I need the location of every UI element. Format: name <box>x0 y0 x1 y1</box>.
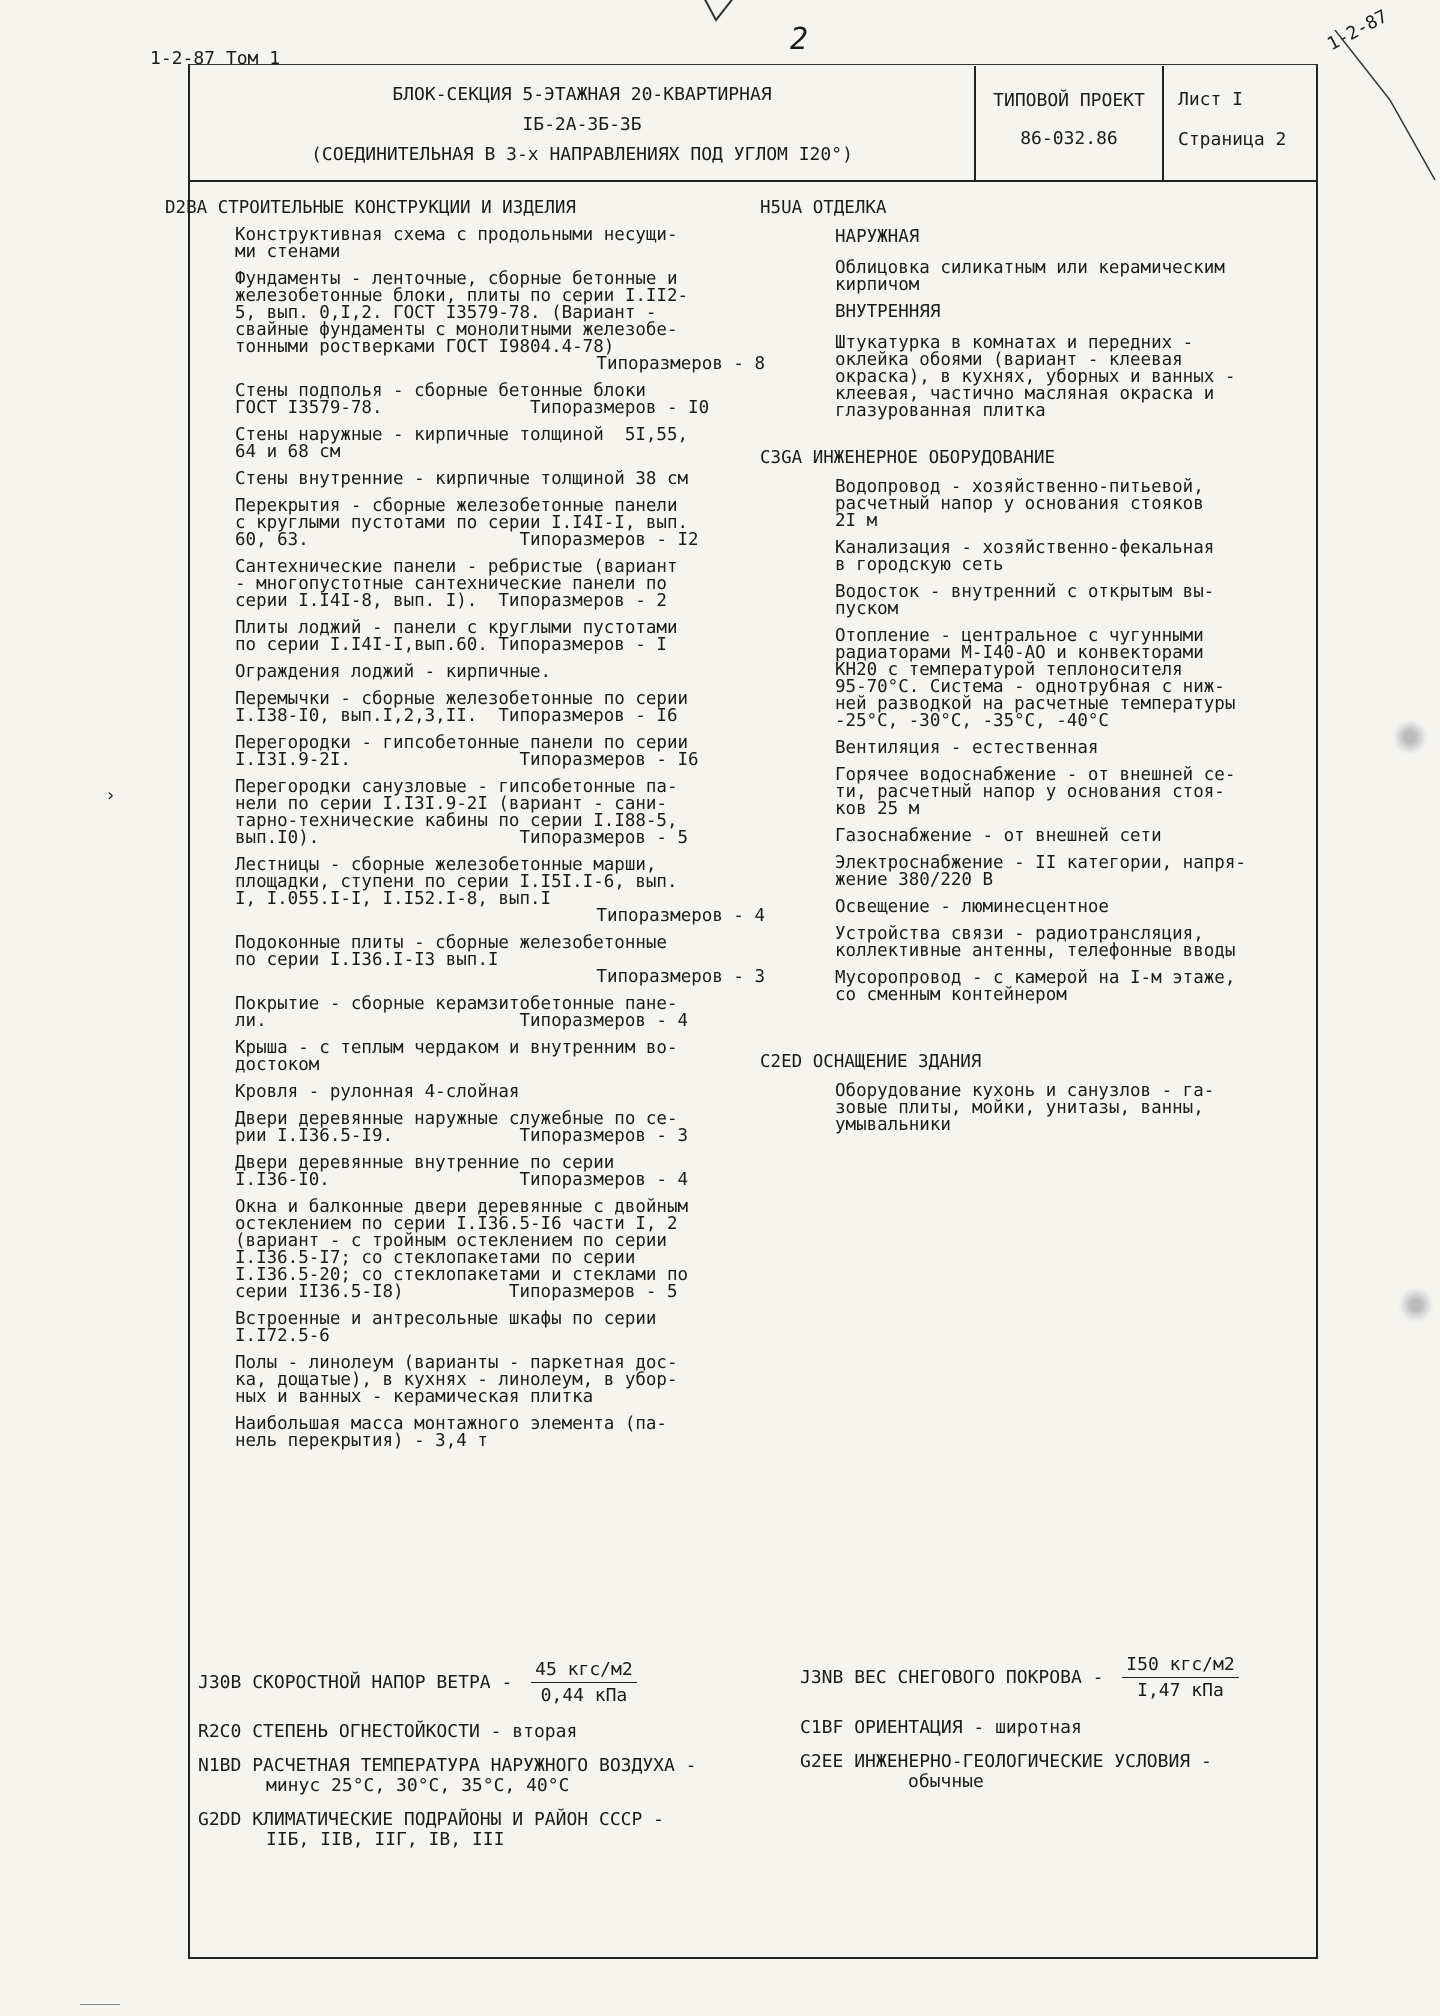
construction-item <box>235 271 805 373</box>
snow-load <box>800 1655 1239 1701</box>
equipment-item: Водопровод - хозяйственно-питьевой, расчетный напор у основания стояков 2I м <box>835 477 1204 531</box>
param-code: J3NB <box>800 1667 844 1688</box>
construction-item <box>235 1311 805 1345</box>
equipment-item: Горячее водоснабжение - от внешней се- ти, расчетный напор у основания стоя- ков 25 м <box>835 765 1236 819</box>
item-text: Лестницы - сборные железобетонные марши, площадки, ступени по серии I.I5I.I-6, вып. I, I.055.I-I, I.I52.I-8, вып.I <box>235 855 678 909</box>
construction-item <box>235 427 805 461</box>
climate-regions <box>198 1810 664 1850</box>
item-text: Стены наружные - кирпичные толщиной 5I,55, 64 и 68 см <box>235 425 689 462</box>
param-code: N1BD <box>198 1755 242 1776</box>
param-code: C1BF <box>800 1717 844 1738</box>
corner-fold-line <box>1330 30 1440 180</box>
fraction-denominator: 0,44 кПа <box>540 1685 628 1706</box>
construction-item <box>235 1355 805 1406</box>
header-project-cell <box>976 66 1164 182</box>
equipment-item: Водосток - внутренний с открытым вы- пуском <box>835 582 1215 619</box>
wind-fraction <box>531 1660 637 1706</box>
item-text: Кровля - рулонная 4-слойная <box>235 1082 520 1102</box>
section-heading <box>760 1054 1315 1071</box>
item-text: Стены подполья - сборные бетонные блоки ГОСТ I3579-78. Типоразмеров - I0 <box>235 381 710 418</box>
fire-resistance <box>198 1722 577 1742</box>
title-line: IБ-2А-3Б-3Б <box>522 114 642 135</box>
item-size: Типоразмеров - 8 <box>596 354 765 374</box>
hole-punch-icon <box>1390 720 1430 754</box>
project-number: 86-032.86 <box>1020 128 1118 149</box>
item-text: Подоконные плиты - сборные железобетонные по серии I.I36.I-I3 вып.I <box>235 933 667 970</box>
hole-punch-icon <box>1396 1288 1436 1322</box>
equipment-item: Вентиляция - естественная <box>835 738 1099 758</box>
equipment-item: Штукатурка в комнатах и передних - оклейка обоями (вариант - клеевая окраска), в кухнях, уборных и ванных - клеевая, частично масляная окраска и глазурованная плитка <box>835 333 1236 421</box>
item-text: Двери деревянные внутренние по серии I.I36-I0. Типоразмеров - 4 <box>235 1153 689 1190</box>
param-label: ВЕС СНЕГОВОГО ПОКРОВА - <box>854 1667 1104 1688</box>
title-line: БЛОК-СЕКЦИЯ 5-ЭТАЖНАЯ 20-КВАРТИРНАЯ <box>392 84 772 105</box>
fraction-numerator: 45 кгс/м2 <box>531 1660 637 1683</box>
section-title: ОТДЕЛКА <box>812 198 887 218</box>
equipment-item: Газоснабжение - от внешней сети <box>835 826 1162 846</box>
equipment-item: Освещение - люминесцентное <box>835 897 1109 917</box>
item-text: Сантехнические панели - ребристые (вариант - многопустотные сантехнические панели по серии I.I4I-8, вып. I). Типоразмеров - 2 <box>235 557 678 611</box>
param-code: G2EE <box>800 1751 844 1772</box>
construction-item <box>235 498 805 549</box>
equipment-item: Электроснабжение - II категории, напря- жение 380/220 В <box>835 853 1246 890</box>
construction-item <box>235 559 805 610</box>
construction-item <box>235 735 805 769</box>
param-code: R2C0 <box>198 1721 242 1742</box>
fraction-numerator: I50 кгс/м2 <box>1122 1655 1238 1678</box>
wind-pressure <box>198 1660 637 1706</box>
item-text: Окна и балконные двери деревянные с двойным остеклением по серии I.I36.5-I6 части I, 2 (вариант - с тройным остеклением по серии I.I36.5-I7; со стеклопакетами по серии I.I36.5-20; со стеклопакетами и стеклами по серии II36.5-I8) Типоразмеров - 5 <box>235 1197 689 1302</box>
section-title: СТРОИТЕЛЬНЫЕ КОНСТРУКЦИИ И ИЗДЕЛИЯ <box>217 198 576 218</box>
item-text: Перекрытия - сборные железобетонные панели с круглыми пустотами по серии I.I4I-I, вып. 60, 63. Типоразмеров - I2 <box>235 496 699 550</box>
param-value: минус 25°С, 30°С, 35°С, 40°С <box>266 1775 570 1796</box>
snow-fraction <box>1122 1655 1238 1701</box>
item-text: Наибольшая масса монтажного элемента (па- нель перекрытия) - 3,4 т <box>235 1414 667 1451</box>
item-text: Двери деревянные наружные служебные по се- рии I.I36.5-I9. Типоразмеров - 3 <box>235 1109 689 1146</box>
header-title-cell <box>190 66 976 182</box>
page-mark: 2 <box>790 22 809 57</box>
section-code: H5UA <box>760 198 803 218</box>
equipment-item: Отопление - центральное с чугунными радиаторами М-I40-АО и конвекторами КН20 с температурой теплоносителя 95-70°С. Система - однотрубная с ниж- ней разводкой на расчетные температуры -25°С, -30°С, -35°С, -40°С <box>835 626 1236 731</box>
construction-item <box>235 1084 805 1101</box>
page-number: Страница 2 <box>1178 129 1287 150</box>
item-text: Крыша - с теплым чердаком и внутренним во- достоком <box>235 1038 678 1075</box>
construction-item <box>235 1155 805 1189</box>
param-code: J30B <box>198 1672 242 1693</box>
sheet-number: Лист I <box>1178 89 1244 110</box>
equipment-item: Устройства связи - радиотрансляция, коллективные антенны, телефонные вводы <box>835 924 1236 961</box>
item-size: Типоразмеров - 4 <box>596 906 765 926</box>
section-title: ИНЖЕНЕРНОЕ ОБОРУДОВАНИЕ <box>812 448 1056 468</box>
right-column <box>760 200 1315 1144</box>
param-value: обычные <box>908 1771 984 1792</box>
construction-item <box>235 471 805 488</box>
construction-item <box>235 664 805 681</box>
construction-item <box>235 691 805 725</box>
project-type: ТИПОВОЙ ПРОЕКТ <box>993 90 1145 111</box>
construction-item <box>235 1416 805 1450</box>
param-label: СКОРОСТНОЙ НАПОР ВЕТРА - <box>252 1672 513 1693</box>
param-code: G2DD <box>198 1809 242 1830</box>
param-label: ИНЖЕНЕРНО-ГЕОЛОГИЧЕСКИЕ УСЛОВИЯ - <box>854 1751 1212 1772</box>
construction-item <box>235 857 805 925</box>
section-subtitle: ВНУТРЕННЯЯ <box>835 302 941 322</box>
fraction-denominator: I,47 кПа <box>1137 1680 1224 1701</box>
section-heading <box>760 200 1315 217</box>
param-label: РАСЧЕТНАЯ ТЕМПЕРАТУРА НАРУЖНОГО ВОЗДУХА - <box>252 1755 697 1776</box>
section-code: C3GA <box>760 448 803 468</box>
item-text: Покрытие - сборные керамзитобетонные пане- ли. Типоразмеров - 4 <box>235 994 689 1031</box>
construction-item <box>235 383 805 417</box>
item-text: Перегородки санузловые - гипсобетонные па- нели по серии I.I3I.9-2I (вариант - сани- тарно-технические кабины по серии I.I88-5, вып.I0). Типоразмеров - 5 <box>235 777 689 848</box>
construction-item <box>235 1199 805 1301</box>
param-value: IIБ, IIВ, IIГ, IВ, III <box>266 1829 505 1850</box>
item-text: Встроенные и антресольные шкафы по серии I.I72.5-6 <box>235 1309 657 1346</box>
section-code: C2ED <box>760 1052 803 1072</box>
outdoor-temperature <box>198 1756 697 1796</box>
section-heading <box>760 450 1315 467</box>
param-label: ОРИЕНТАЦИЯ - широтная <box>854 1717 1082 1738</box>
corner-mark: 1-2-87 <box>1323 5 1392 56</box>
equipment-item: Облицовка силикатным или керамическим кирпичом <box>835 258 1225 295</box>
construction-item <box>235 227 805 261</box>
equipment-item: Мусоропровод - с камерой на I-м этаже, со сменным контейнером <box>835 968 1236 1005</box>
section-heading <box>165 200 805 217</box>
section-code: D2BA <box>165 198 208 218</box>
param-label: КЛИМАТИЧЕСКИЕ ПОДРАЙОНЫ И РАЙОН СССР - <box>252 1809 665 1830</box>
construction-item <box>235 779 805 847</box>
title-line: (СОЕДИНИТЕЛЬНАЯ В 3-х НАПРАВЛЕНИЯХ ПОД УГЛОМ I20°) <box>311 144 853 165</box>
item-size: Типоразмеров - 3 <box>596 967 765 987</box>
geology-conditions <box>800 1752 1212 1792</box>
margin-tick: › <box>105 785 116 806</box>
item-text: Перемычки - сборные железобетонные по серии I.I38-I0, вып.I,2,3,II. Типоразмеров - I6 <box>235 689 689 726</box>
section-title: ОСНАЩЕНИЕ ЗДАНИЯ <box>812 1052 982 1072</box>
construction-item <box>235 996 805 1030</box>
header-sheet-cell <box>1164 66 1316 182</box>
construction-item <box>235 1040 805 1074</box>
scan-artifact-line <box>80 2004 120 2005</box>
check-mark-icon <box>700 0 740 32</box>
item-text: Полы - линолеум (варианты - паркетная дос- ка, дощатые), в кухнях - линолеум, в убор- ных и ванных - керамическая плитка <box>235 1353 678 1407</box>
volume-label: 1-2-87 Том 1 <box>150 48 281 69</box>
equipment-item: Канализация - хозяйственно-фекальная в городскую сеть <box>835 538 1215 575</box>
item-text: Стены внутренние - кирпичные толщиной 38 см <box>235 469 689 489</box>
item-text: Перегородки - гипсобетонные панели по серии I.I3I.9-2I. Типоразмеров - I6 <box>235 733 699 770</box>
construction-item <box>235 620 805 654</box>
param-label: СТЕПЕНЬ ОГНЕСТОЙКОСТИ - вторая <box>252 1721 578 1742</box>
section-subtitle: НАРУЖНАЯ <box>835 227 920 247</box>
construction-item <box>235 1111 805 1145</box>
item-text: Конструктивная схема с продольными несущи- ми стенами <box>235 225 678 262</box>
left-column <box>165 200 805 1460</box>
equipment-item: Оборудование кухонь и санузлов - га- зовые плиты, мойки, унитазы, ванны, умывальники <box>835 1081 1215 1135</box>
item-text: Фундаменты - ленточные, сборные бетонные и железобетонные блоки, плиты по серии I.II2- 5, вып. 0,I,2. ГОСТ I3579-78. (Вариант - свайные фундаменты с монолитными железобе- тонными ростверками ГОСТ I9804.4-78) <box>235 269 689 357</box>
construction-item <box>235 935 805 986</box>
item-text: Плиты лоджий - панели с круглыми пустотами по серии I.I4I-I,вып.60. Типоразмеров - I <box>235 618 678 655</box>
item-text: Ограждения лоджий - кирпичные. <box>235 662 552 682</box>
orientation <box>800 1718 1082 1738</box>
